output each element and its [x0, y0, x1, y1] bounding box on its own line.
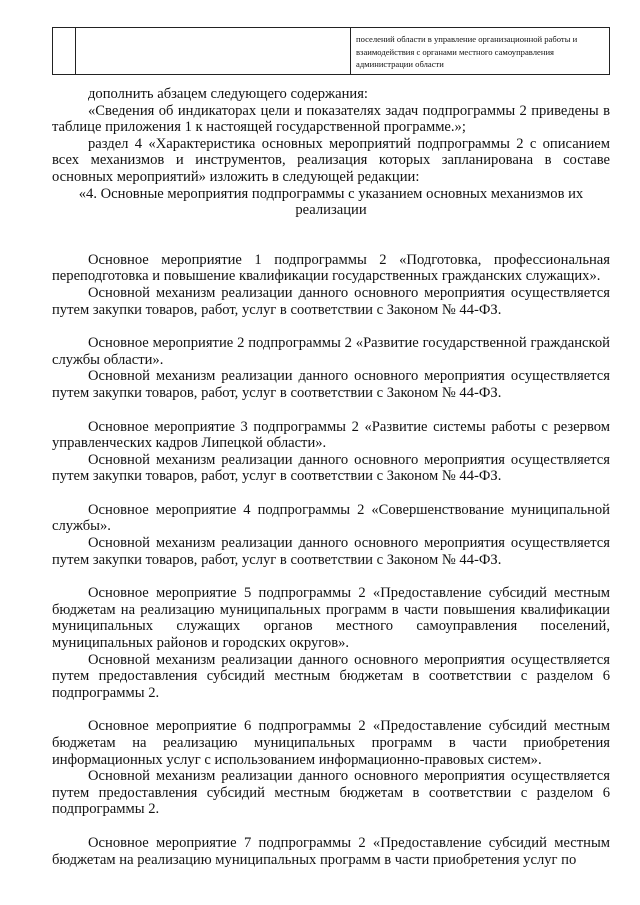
table-divider	[350, 28, 351, 74]
section-heading: «4. Основные мероприятия подпрограммы с указанием основных механизмов их реализации	[78, 185, 584, 219]
paragraph: Основное мероприятие 5 подпрограммы 2 «Предоставление субсидий местным бюджетам на реализацию муниципальных программ в части повышения квалификации муниципальных служащих органов местного самоуправления поселений, муниципальных районов и городских округов».	[52, 585, 610, 652]
paragraph: Основной механизм реализации данного основного мероприятия осуществляется путем предоставления субсидий местным бюджетам в соответствии с разделом 6 подпрограммы 2.	[52, 768, 610, 818]
table-divider	[75, 28, 76, 74]
paragraph: Основное мероприятие 6 подпрограммы 2 «Предоставление субсидий местным бюджетам на реализацию муниципальных программ в части приобретения информационных услуг с использованием информационно-правовых систем».	[52, 718, 610, 768]
paragraph: Основное мероприятие 4 подпрограммы 2 «Совершенствование муниципальной службы».	[52, 501, 610, 535]
paragraph: Основное мероприятие 2 подпрограммы 2 «Развитие государственной гражданской службы области».	[52, 335, 610, 368]
paragraph: Основной механизм реализации данного основного мероприятия осуществляется путем предоставления субсидий местным бюджетам в соответствии с разделом 6 подпрограммы 2.	[52, 651, 610, 701]
paragraph: Основной механизм реализации данного основного мероприятия осуществляется путем закупки товаров, работ, услуг в соответствии с Законом № 44-ФЗ.	[52, 368, 610, 401]
header-table-fragment	[52, 27, 610, 75]
paragraph: «Сведения об индикаторах цели и показателях задач подпрограммы 2 приведены в таблице приложения 1 к настоящей государственной программе.»;	[52, 102, 610, 136]
paragraph: Основное мероприятие 3 подпрограммы 2 «Развитие системы работы с резервом управленческих кадров Липецкой области».	[52, 418, 610, 452]
paragraph: Основной механизм реализации данного основного мероприятия осуществляется путем закупки товаров, работ, услуг в соответствии с Законом № 44-ФЗ.	[52, 451, 610, 485]
document-body	[52, 86, 610, 868]
paragraph: Основное мероприятие 1 подпрограммы 2 «Подготовка, профессиональная переподготовка и повышение квалификации государственных гражданских служащих».	[52, 251, 610, 285]
paragraph: Основное мероприятие 7 подпрограммы 2 «Предоставление субсидий местным бюджетам на реализацию муниципальных программ в части приобретения услуг по	[52, 834, 610, 868]
paragraph: дополнить абзацем следующего содержания:	[88, 86, 368, 102]
paragraph: раздел 4 «Характеристика основных мероприятий подпрограммы 2 с описанием всех механизмов и инструментов, реализация которых запланирована в составе основных мероприятий» изложить в следующей редакции:	[52, 135, 610, 185]
paragraph: Основной механизм реализации данного основного мероприятия осуществляется путем закупки товаров, работ, услуг в соответствии с Законом № 44-ФЗ.	[52, 284, 610, 318]
table-cell-text: поселений области в управление организационной работы и взаимодействия с органами местного самоуправления администрации области	[356, 34, 578, 69]
paragraph: Основной механизм реализации данного основного мероприятия осуществляется путем закупки товаров, работ, услуг в соответствии с Законом № 44-ФЗ.	[52, 535, 610, 568]
